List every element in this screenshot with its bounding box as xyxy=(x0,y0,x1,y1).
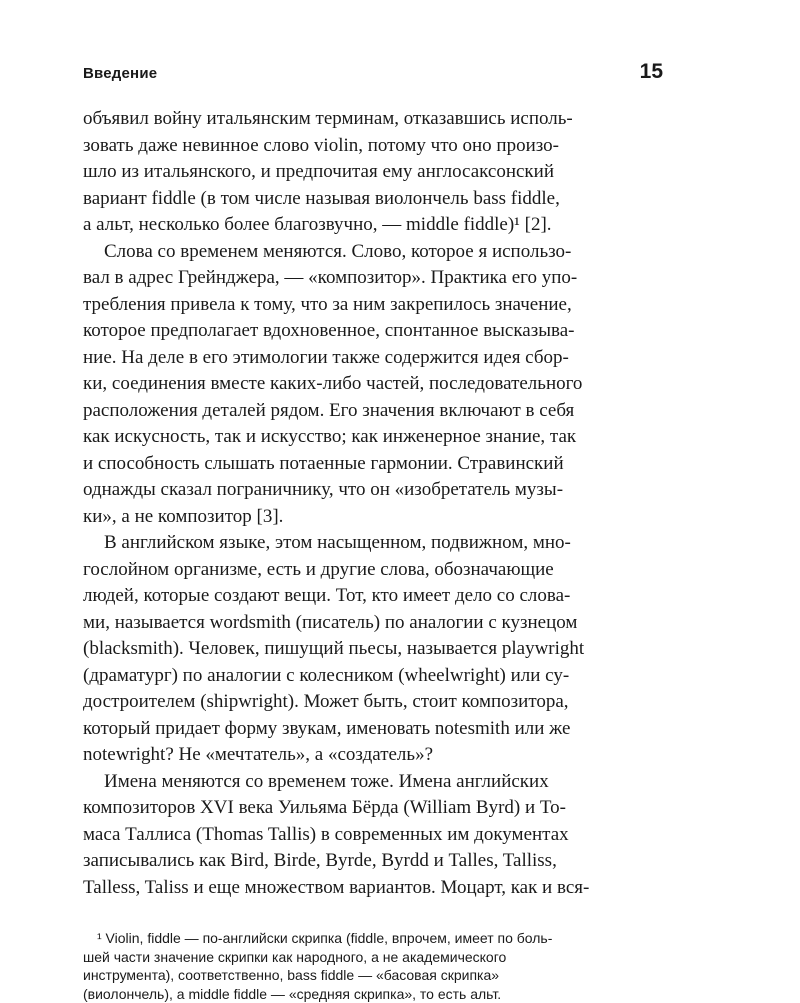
footnote-line: шей части значение скрипки как народного, а не академического xyxy=(83,948,663,967)
paragraph-2 xyxy=(83,239,663,531)
text-line: записывались как Bird, Birde, Byrde, Byrdd и Talles, Talliss, xyxy=(83,848,663,875)
footnote-line: ¹ Violin, fiddle — по-английски скрипка (fiddle, впрочем, имеет по боль- xyxy=(83,929,663,948)
section-title: Введение xyxy=(83,65,157,82)
text-line: ми, называется wordsmith (писатель) по аналогии с кузнецом xyxy=(83,610,663,637)
text-line: Имена меняются со временем тоже. Имена английских xyxy=(83,769,663,796)
footnotes xyxy=(83,929,663,1003)
body-text xyxy=(83,106,663,901)
text-line: которое предполагает вдохновенное, спонтанное высказыва- xyxy=(83,318,663,345)
text-line: однажды сказал пограничнику, что он «изобретатель музы- xyxy=(83,477,663,504)
text-line: Слова со временем меняются. Слово, которое я использо- xyxy=(83,239,663,266)
text-line: объявил войну итальянским терминам, отказавшись исполь- xyxy=(83,106,663,133)
text-line: вал в адрес Грейнджера, — «композитор». Практика его упо- xyxy=(83,265,663,292)
text-line: гослойном организме, есть и другие слова, обозначающие xyxy=(83,557,663,584)
text-line: и способность слышать потаенные гармонии. Стравинский xyxy=(83,451,663,478)
running-head xyxy=(83,60,663,96)
text-line: а альт, несколько более благозвучно, — middle fiddle)¹ [2]. xyxy=(83,212,663,239)
footnote-line: (виолончель), а middle fiddle — «средняя скрипка», то есть альт. xyxy=(83,985,663,1003)
text-line: ки», а не композитор [3]. xyxy=(83,504,663,531)
text-line: В английском языке, этом насыщенном, подвижном, мно- xyxy=(83,530,663,557)
text-line: ние. На деле в его этимологии также содержится идея сбор- xyxy=(83,345,663,372)
text-line: людей, которые создают вещи. Тот, кто имеет дело со слова- xyxy=(83,583,663,610)
text-line: шло из итальянского, и предпочитая ему англосаксонский xyxy=(83,159,663,186)
text-line: как искусность, так и искусство; как инженерное знание, так xyxy=(83,424,663,451)
text-line: Talless, Taliss и еще множеством вариантов. Моцарт, как и вся- xyxy=(83,875,663,902)
footnote-line: инструмента), соответственно, bass fiddle — «басовая скрипка» xyxy=(83,966,663,985)
paragraph-1 xyxy=(83,106,663,239)
text-line: зовать даже невинное слово violin, потому что оно произо- xyxy=(83,133,663,160)
text-line: расположения деталей рядом. Его значения включают в себя xyxy=(83,398,663,425)
text-line: достроителем (shipwright). Может быть, стоит композитора, xyxy=(83,689,663,716)
text-line: требления привела к тому, что за ним закрепилось значение, xyxy=(83,292,663,319)
text-line: вариант fiddle (в том числе называя виолончель bass fiddle, xyxy=(83,186,663,213)
text-line: маса Таллиса (Thomas Tallis) в современных им документах xyxy=(83,822,663,849)
text-line: (драматург) по аналогии с колесником (wheelwright) или су- xyxy=(83,663,663,690)
text-line: notewright? Не «мечтатель», а «создатель»? xyxy=(83,742,663,769)
page-number: 15 xyxy=(640,60,663,84)
text-line: который придает форму звукам, именовать notesmith или же xyxy=(83,716,663,743)
footnote-1 xyxy=(83,929,663,1003)
book-page xyxy=(83,60,663,1003)
paragraph-3 xyxy=(83,530,663,769)
text-line: ки, соединения вместе каких-либо частей, последовательного xyxy=(83,371,663,398)
text-line: (blacksmith). Человек, пишущий пьесы, называется playwright xyxy=(83,636,663,663)
text-line: композиторов XVI века Уильяма Бёрда (William Byrd) и То- xyxy=(83,795,663,822)
paragraph-4 xyxy=(83,769,663,902)
